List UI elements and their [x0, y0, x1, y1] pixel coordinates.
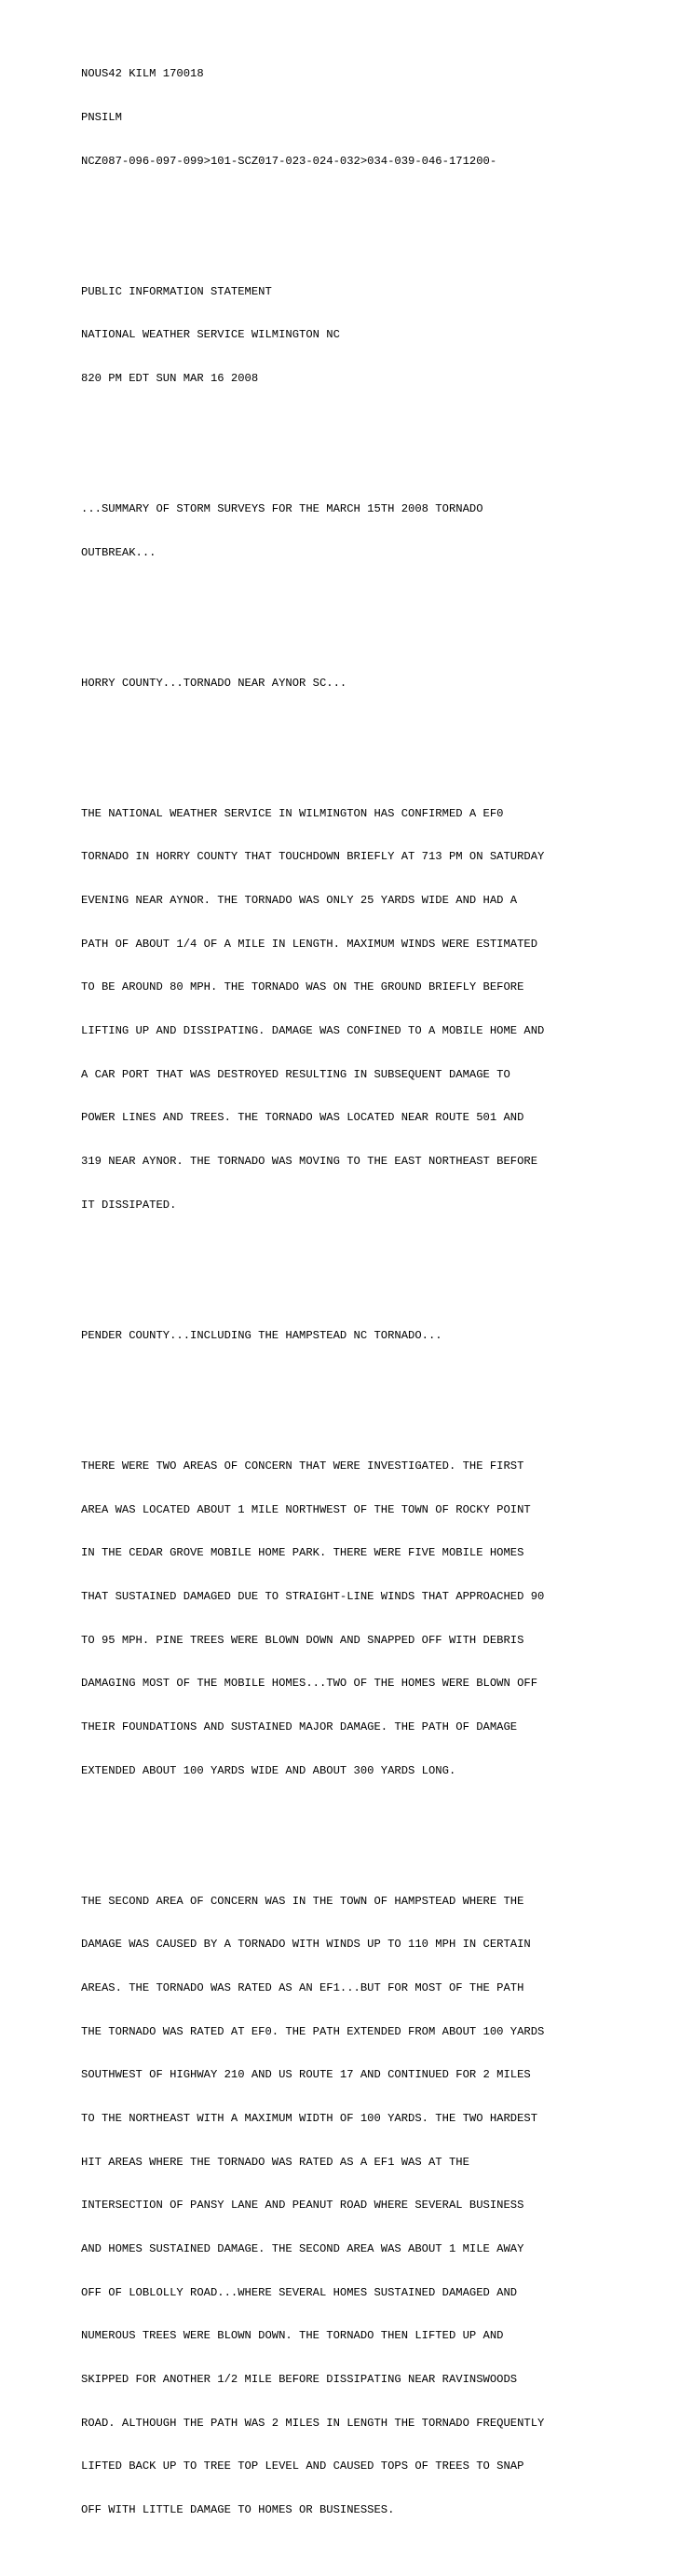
paragraph-line: TO THE NORTHEAST WITH A MAXIMUM WIDTH OF 100 YARDS. THE TWO HARDEST [81, 2111, 538, 2125]
paragraph-line: TORNADO IN HORRY COUNTY THAT TOUCHDOWN BRIEFLY AT 713 PM ON SATURDAY [81, 850, 545, 864]
paragraph-line: SOUTHWEST OF HIGHWAY 210 AND US ROUTE 17 AND CONTINUED FOR 2 MILES [81, 2068, 531, 2082]
paragraph-line: LIFTING UP AND DISSIPATING. DAMAGE WAS CONFINED TO A MOBILE HOME AND [81, 1024, 545, 1038]
paragraph-line: EVENING NEAR AYNOR. THE TORNADO WAS ONLY 25 YARDS WIDE AND HAD A [81, 894, 518, 908]
paragraph-line: NUMEROUS TREES WERE BLOWN DOWN. THE TORNADO THEN LIFTED UP AND [81, 2329, 504, 2343]
wmo-header-line: NOUS42 KILM 170018 [81, 67, 204, 81]
statement-type: PUBLIC INFORMATION STATEMENT [81, 284, 272, 298]
paragraph-line: OFF WITH LITTLE DAMAGE TO HOMES OR BUSINESSES. [81, 2502, 395, 2516]
paragraph-line: OFF OF LOBLOLLY ROAD...WHERE SEVERAL HOMES SUSTAINED DAMAGED AND [81, 2285, 518, 2299]
paragraph-line: IN THE CEDAR GROVE MOBILE HOME PARK. THERE WERE FIVE MOBILE HOMES [81, 1546, 524, 1560]
paragraph-line: THEIR FOUNDATIONS AND SUSTAINED MAJOR DAMAGE. THE PATH OF DAMAGE [81, 1720, 518, 1733]
paragraph-line: THE NATIONAL WEATHER SERVICE IN WILMINGTON HAS CONFIRMED A EF0 [81, 806, 504, 820]
pender-heading [81, 1300, 544, 1373]
paragraph-line: PATH OF ABOUT 1/4 OF A MILE IN LENGTH. MAXIMUM WINDS WERE ESTIMATED [81, 937, 538, 951]
section-heading: HORRY COUNTY...TORNADO NEAR AYNOR SC... [81, 676, 347, 690]
paragraph-line: THAT SUSTAINED DAMAGED DUE TO STRAIGHT-LINE WINDS THAT APPROACHED 90 [81, 1589, 545, 1603]
pender-area2-paragraph [81, 1865, 544, 2546]
product-header [81, 38, 544, 198]
issuing-office: NATIONAL WEATHER SERVICE WILMINGTON NC [81, 328, 340, 342]
paragraph-line: A CAR PORT THAT WAS DESTROYED RESULTING IN SUBSEQUENT DAMAGE TO [81, 1067, 510, 1081]
paragraph-line: EXTENDED ABOUT 100 YARDS WIDE AND ABOUT 300 YARDS LONG. [81, 1763, 456, 1777]
ugc-zones-line: NCZ087-096-097-099>101-SCZ017-023-024-032>034-039-046-171200- [81, 154, 497, 168]
horry-paragraph [81, 778, 544, 1242]
section-heading: PENDER COUNTY...INCLUDING THE HAMPSTEAD NC TORNADO... [81, 1328, 442, 1342]
pender-area1-paragraph [81, 1431, 544, 1808]
statement-document [81, 9, 544, 2576]
awips-id-line: PNSILM [81, 110, 122, 124]
paragraph-line: IT DISSIPATED. [81, 1198, 177, 1212]
paragraph-line: DAMAGE WAS CAUSED BY A TORNADO WITH WINDS UP TO 110 MPH IN CERTAIN [81, 1938, 531, 1952]
paragraph-line: HIT AREAS WHERE THE TORNADO WAS RATED AS A EF1 WAS AT THE [81, 2155, 469, 2169]
paragraph-line: LIFTED BACK UP TO TREE TOP LEVEL AND CAUSED TOPS OF TREES TO SNAP [81, 2460, 524, 2473]
paragraph-line: DAMAGING MOST OF THE MOBILE HOMES...TWO OF THE HOMES WERE BLOWN OFF [81, 1677, 538, 1691]
summary-headline [81, 473, 544, 589]
paragraph-line: AREA WAS LOCATED ABOUT 1 MILE NORTHWEST OF THE TOWN OF ROCKY POINT [81, 1502, 531, 1516]
horry-heading [81, 648, 544, 720]
paragraph-line: TO 95 MPH. PINE TREES WERE BLOWN DOWN AND SNAPPED OFF WITH DEBRIS [81, 1633, 524, 1647]
paragraph-line: POWER LINES AND TREES. THE TORNADO WAS LOCATED NEAR ROUTE 501 AND [81, 1111, 524, 1125]
paragraph-line: AREAS. THE TORNADO WAS RATED AS AN EF1...BUT FOR MOST OF THE PATH [81, 1980, 524, 1994]
paragraph-line: TO BE AROUND 80 MPH. THE TORNADO WAS ON THE GROUND BRIEFLY BEFORE [81, 980, 524, 994]
paragraph-line: AND HOMES SUSTAINED DAMAGE. THE SECOND AREA WAS ABOUT 1 MILE AWAY [81, 2241, 524, 2255]
statement-heading [81, 256, 544, 416]
paragraph-line: THE SECOND AREA OF CONCERN WAS IN THE TOWN OF HAMPSTEAD WHERE THE [81, 1894, 524, 1908]
paragraph-line: SKIPPED FOR ANOTHER 1/2 MILE BEFORE DISSIPATING NEAR RAVINSWOODS [81, 2372, 518, 2386]
paragraph-line: INTERSECTION OF PANSY LANE AND PEANUT ROAD WHERE SEVERAL BUSINESS [81, 2199, 524, 2213]
summary-line: ...SUMMARY OF STORM SURVEYS FOR THE MARCH 15TH 2008 TORNADO [81, 502, 483, 515]
paragraph-line: ROAD. ALTHOUGH THE PATH WAS 2 MILES IN LENGTH THE TORNADO FREQUENTLY [81, 2416, 545, 2430]
paragraph-line: THERE WERE TWO AREAS OF CONCERN THAT WERE INVESTIGATED. THE FIRST [81, 1459, 524, 1473]
paragraph-line: 319 NEAR AYNOR. THE TORNADO WAS MOVING TO THE EAST NORTHEAST BEFORE [81, 1155, 538, 1169]
summary-line: OUTBREAK... [81, 545, 156, 559]
issue-time: 820 PM EDT SUN MAR 16 2008 [81, 371, 259, 385]
paragraph-line: THE TORNADO WAS RATED AT EF0. THE PATH EXTENDED FROM ABOUT 100 YARDS [81, 2024, 545, 2038]
